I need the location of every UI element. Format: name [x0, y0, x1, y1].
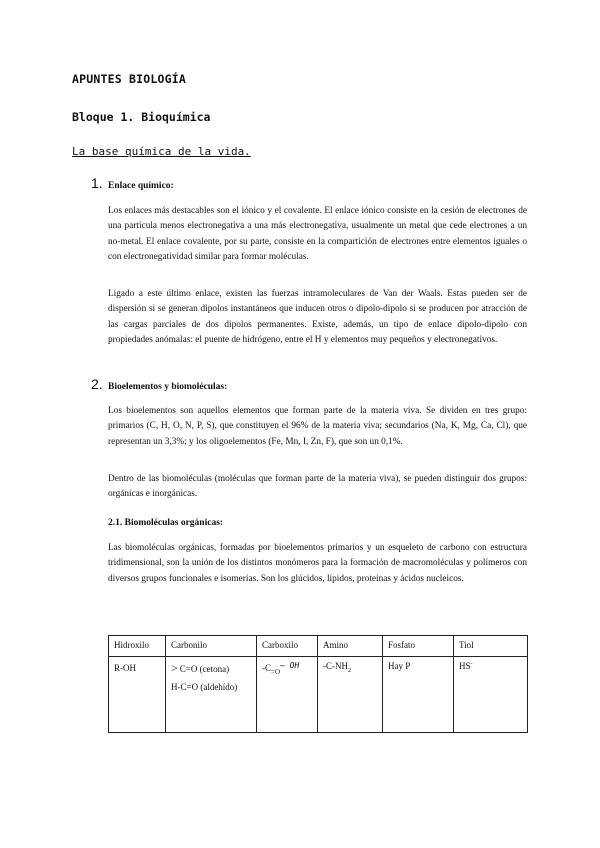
subsection-heading: 2.1. Biomoléculas orgánicas:	[108, 518, 224, 528]
tiol-formula	[459, 661, 473, 671]
cell-carboxilo	[257, 657, 318, 733]
cell-amino	[318, 657, 383, 733]
carbonilo-cetona	[171, 661, 251, 676]
carboxilo-oh-text: OH	[289, 661, 300, 670]
table-header-row	[109, 636, 528, 657]
cell-tiol	[454, 657, 528, 733]
carboxilo-oh: – OH	[280, 661, 300, 670]
item-number: 1.	[91, 175, 103, 191]
block-heading: Bloque 1. Bioquímica	[72, 110, 211, 124]
paragraph-organic-biomolecules: Las biomoléculas orgánicas, formadas por bioelementos primarios y un esqueleto de carbono con estructura tridimensional, son la unión de los distintos monómeros para la formación de macromoléculas y polímeros con diversos grupos funcionales e isomerías. Son los glúcidos, lípidos, proteínas y ácidos nucleicos.	[108, 543, 527, 584]
header-carbonilo: Carbonilo	[166, 636, 257, 657]
amino-subscript: 2	[348, 667, 351, 674]
fosfato-text: Hay P	[388, 661, 411, 671]
table-row	[109, 657, 528, 733]
carboxilo-o: =O	[271, 667, 281, 676]
carbonilo-cetona-text: C=O (cetona)	[179, 664, 230, 674]
item-heading-text: Bioelementos y biomoléculas:	[108, 382, 228, 392]
carboxilo-c: C	[265, 663, 272, 673]
paragraph-biomolecules: Dentro de las biomoléculas (moléculas que forman parte de la materia viva), se pueden distinguir dos grupos: orgánicas e inorgánicas.	[108, 474, 527, 500]
header-tiol: Tiol	[454, 636, 528, 657]
amino-formula	[323, 661, 351, 674]
cell-fosfato	[383, 657, 454, 733]
carboxilo-formula: $-C_{=O}-$ OH	[262, 661, 300, 676]
hidroxilo-formula: R-OH	[114, 663, 136, 673]
item-heading-text: Enlace químico:	[108, 181, 174, 191]
tiol-text: HS	[459, 661, 471, 671]
tiol-superscript: -	[470, 661, 473, 667]
cell-carbonilo	[166, 657, 257, 733]
header-fosfato: Fosfato	[383, 636, 454, 657]
item-number: 2.	[91, 376, 103, 392]
paragraph-bioelements: Los bioelementos son aquellos elementos que forman parte de la materia viva. Se dividen en tres grupo: primarios (C, H, O, N, P, S), que constituyen el 96% de la materia viva; secundarios (Na, K, Mg, Ca, Cl), que representan un 3,3%; y los oligoelementos (Fe, Mn, I, Zn, F), que son un 0,1%.	[108, 406, 527, 447]
header-amino: Amino	[318, 636, 383, 657]
header-hidroxilo: Hidroxilo	[109, 636, 166, 657]
header-carboxilo: Carboxilo	[257, 636, 318, 657]
amino-text: -C-NH	[323, 661, 348, 671]
item-1-heading	[91, 175, 174, 191]
paragraph-ionic-covalent: Los enlaces más destacables son el iónico y el covalente. El enlace iónico consiste en la cesión de electrones de una partícula menos electronegativa a una más electronegativa, usualmente un metal que cede electrones a un no-metal. El enlace covalente, por su parte, consiste en la compartición de electrones entre elementos iguales o con electronegatividad similar para formar moléculas.	[108, 206, 527, 262]
chevron-glyph: >	[171, 661, 178, 675]
carbonilo-aldehido: H-C=O (aldehído)	[171, 682, 238, 692]
section-heading: La base química de la vida.	[72, 145, 251, 158]
paragraph-van-der-waals: Ligado a este último enlace, existen las fuerzas intramoleculares de Van der Waals. Estas pueden ser de dispersión si se generan dipolos instantáneos que inducen otros o dipolo-dipolo si se producen por atracción de las cargas parciales de dos dipolos permanentes. Existe, además, un tipo de enlace dipolo-dipolo con propiedades anómalas: el puente de hidrógeno, entre el H y elementos muy pequeños y electronegativos.	[108, 289, 527, 345]
cell-hidroxilo	[109, 657, 166, 733]
item-2-heading	[91, 376, 227, 392]
functional-groups-table	[108, 635, 528, 733]
document-title: APUNTES BIOLOGÍA	[72, 72, 186, 86]
